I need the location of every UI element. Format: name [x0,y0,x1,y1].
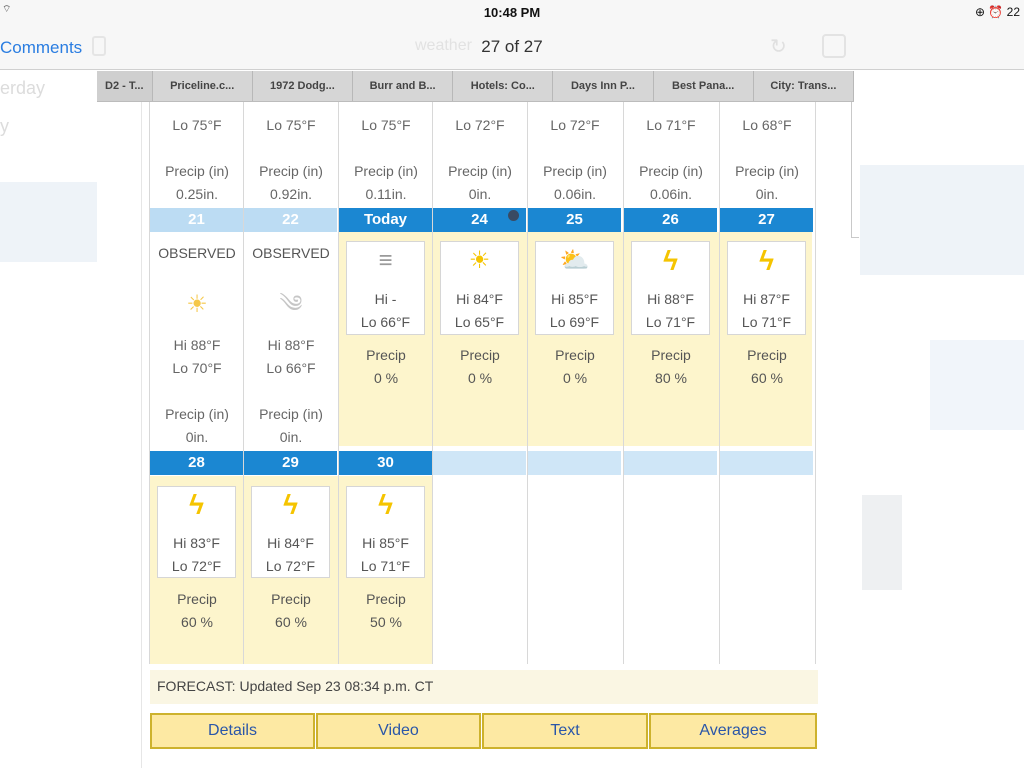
date-header[interactable]: 26 [624,208,717,232]
tab[interactable]: Priceline.c... [153,71,253,101]
wifi-icon: ⌔ [2,4,12,15]
low-temp: Lo 75°F [172,117,222,133]
date-header [624,451,717,475]
video-button[interactable]: Video [316,713,481,749]
status-time: 10:48 PM [483,5,541,20]
precip-label: Precip [177,591,217,607]
low-temp: Lo 75°F [266,117,316,133]
precip-value: 50 % [370,614,402,630]
details-button[interactable]: Details [150,713,315,749]
precip-label: Precip (in) [259,406,323,422]
precip-value: 60 % [181,614,213,630]
wind-icon: ༄ [279,291,303,318]
high-temp: Hi - [374,291,397,307]
date-header[interactable]: 29 [244,451,337,475]
precip-value: 0.06in. [553,186,597,202]
precip-label: Precip [366,591,406,607]
date-header [433,451,526,475]
precip-label: Precip [366,347,406,363]
tab[interactable]: Burr and B... [353,71,453,101]
precip-label: Precip [555,347,595,363]
high-temp: Hi 87°F [743,291,790,307]
scroll-indicator [508,210,519,221]
low-temp: Lo 72°F [455,117,505,133]
low-temp: Lo 69°F [549,314,600,330]
date-header[interactable]: 24 [433,208,526,232]
date-header [528,451,621,475]
thunderstorm-icon: ϟ [283,489,298,520]
precip-value: 0.06in. [649,186,693,202]
sunny-icon: ☀ [186,291,208,318]
background-thumbnail [930,340,1024,430]
precip-value: 0 % [373,370,399,386]
tab[interactable]: Days Inn P... [553,71,653,101]
tab[interactable]: Hotels: Co... [453,71,553,101]
high-temp: Hi 83°F [173,535,220,551]
background-thumbnail [0,182,97,262]
precip-value: 0in. [755,186,779,202]
low-temp: Lo 70°F [172,360,222,376]
date-header[interactable]: 25 [528,208,621,232]
grid-line [815,102,816,664]
precip-label: Precip (in) [165,163,229,179]
tab[interactable]: D2 - T... [97,71,153,101]
browser-header [0,24,1024,70]
observed-label: OBSERVED [252,245,330,261]
precip-label: Precip (in) [448,163,512,179]
date-header[interactable]: 22 [244,208,337,232]
reload-icon[interactable]: ↻ [770,36,787,58]
observed-label: OBSERVED [158,245,236,261]
thunderstorm-icon: ϟ [189,489,204,520]
precip-label: Precip (in) [639,163,703,179]
precip-value: 60 % [751,370,783,386]
forecast-updated-note: FORECAST: Updated Sep 23 08:34 p.m. CT [150,670,818,704]
high-temp: Hi 88°F [647,291,694,307]
precip-label: Precip (in) [543,163,607,179]
partly-cloudy-icon: ⛅ [559,247,590,274]
precip-label: Precip [747,347,787,363]
status-right-indicators: ⊕ ⏰ 22 [974,5,1020,19]
high-temp: Hi 84°F [267,535,314,551]
low-temp: Lo 66°F [360,314,411,330]
date-header[interactable]: 28 [150,451,243,475]
haze-icon: ≡ [378,247,393,274]
averages-button[interactable]: Averages [649,713,817,749]
share-icon[interactable] [822,34,846,58]
precip-value: 80 % [655,370,687,386]
precip-label: Precip [271,591,311,607]
high-temp: Hi 88°F [173,337,221,353]
status-bar [0,0,1024,24]
date-header[interactable]: 30 [339,451,432,475]
precip-label: Precip (in) [165,406,229,422]
background-thumbnail [862,495,902,590]
low-temp: Lo 71°F [646,117,696,133]
page-edge [851,237,859,238]
precip-label: Precip (in) [735,163,799,179]
high-temp: Hi 84°F [456,291,503,307]
low-temp: Lo 75°F [361,117,411,133]
tab[interactable]: Best Pana... [654,71,754,101]
page-counter: 27 of 27 [481,37,543,56]
low-temp: Lo 71°F [645,314,696,330]
text-button[interactable]: Text [482,713,648,749]
date-header[interactable]: 27 [720,208,813,232]
tab-strip [97,71,854,102]
precip-value: 0 % [562,370,588,386]
precip-value: 0.92in. [269,186,313,202]
high-temp: Hi 85°F [362,535,409,551]
precip-value: 0in. [468,186,492,202]
background-text: erday [0,78,46,98]
sunny-icon: ☀ [468,247,491,274]
tab[interactable]: 1972 Dodg... [253,71,353,101]
tab[interactable]: City: Trans... [754,71,854,101]
background-thumbnail [860,165,1024,275]
thunderstorm-icon: ϟ [378,489,393,520]
precip-value: 0.11in. [365,186,407,202]
low-temp: Lo 66°F [266,360,316,376]
precip-label: Precip (in) [354,163,418,179]
precip-value: 60 % [275,614,307,630]
precip-value: 0in. [185,429,209,445]
precip-value: 0.25in. [175,186,219,202]
low-temp: Lo 71°F [741,314,792,330]
high-temp: Hi 88°F [267,337,315,353]
low-temp: Lo 68°F [742,117,792,133]
precip-value: 0 % [467,370,493,386]
low-temp: Lo 65°F [454,314,505,330]
page-edge [851,102,852,238]
high-temp: Hi 85°F [551,291,598,307]
date-header[interactable]: 21 [150,208,243,232]
low-temp: Lo 72°F [265,558,316,574]
low-temp: Lo 72°F [171,558,222,574]
date-header [720,451,813,475]
precip-label: Precip (in) [259,163,323,179]
background-text: y [0,116,9,136]
address-bar[interactable]: weather [415,37,472,54]
date-header[interactable]: Today [339,208,432,232]
back-button[interactable]: Comments [0,38,83,57]
low-temp: Lo 71°F [360,558,411,574]
precip-label: Precip [651,347,691,363]
low-temp: Lo 72°F [550,117,600,133]
precip-value: 0in. [279,429,303,445]
thunderstorm-icon: ϟ [759,245,774,276]
thunderstorm-icon: ϟ [663,245,678,276]
precip-label: Precip [460,347,500,363]
